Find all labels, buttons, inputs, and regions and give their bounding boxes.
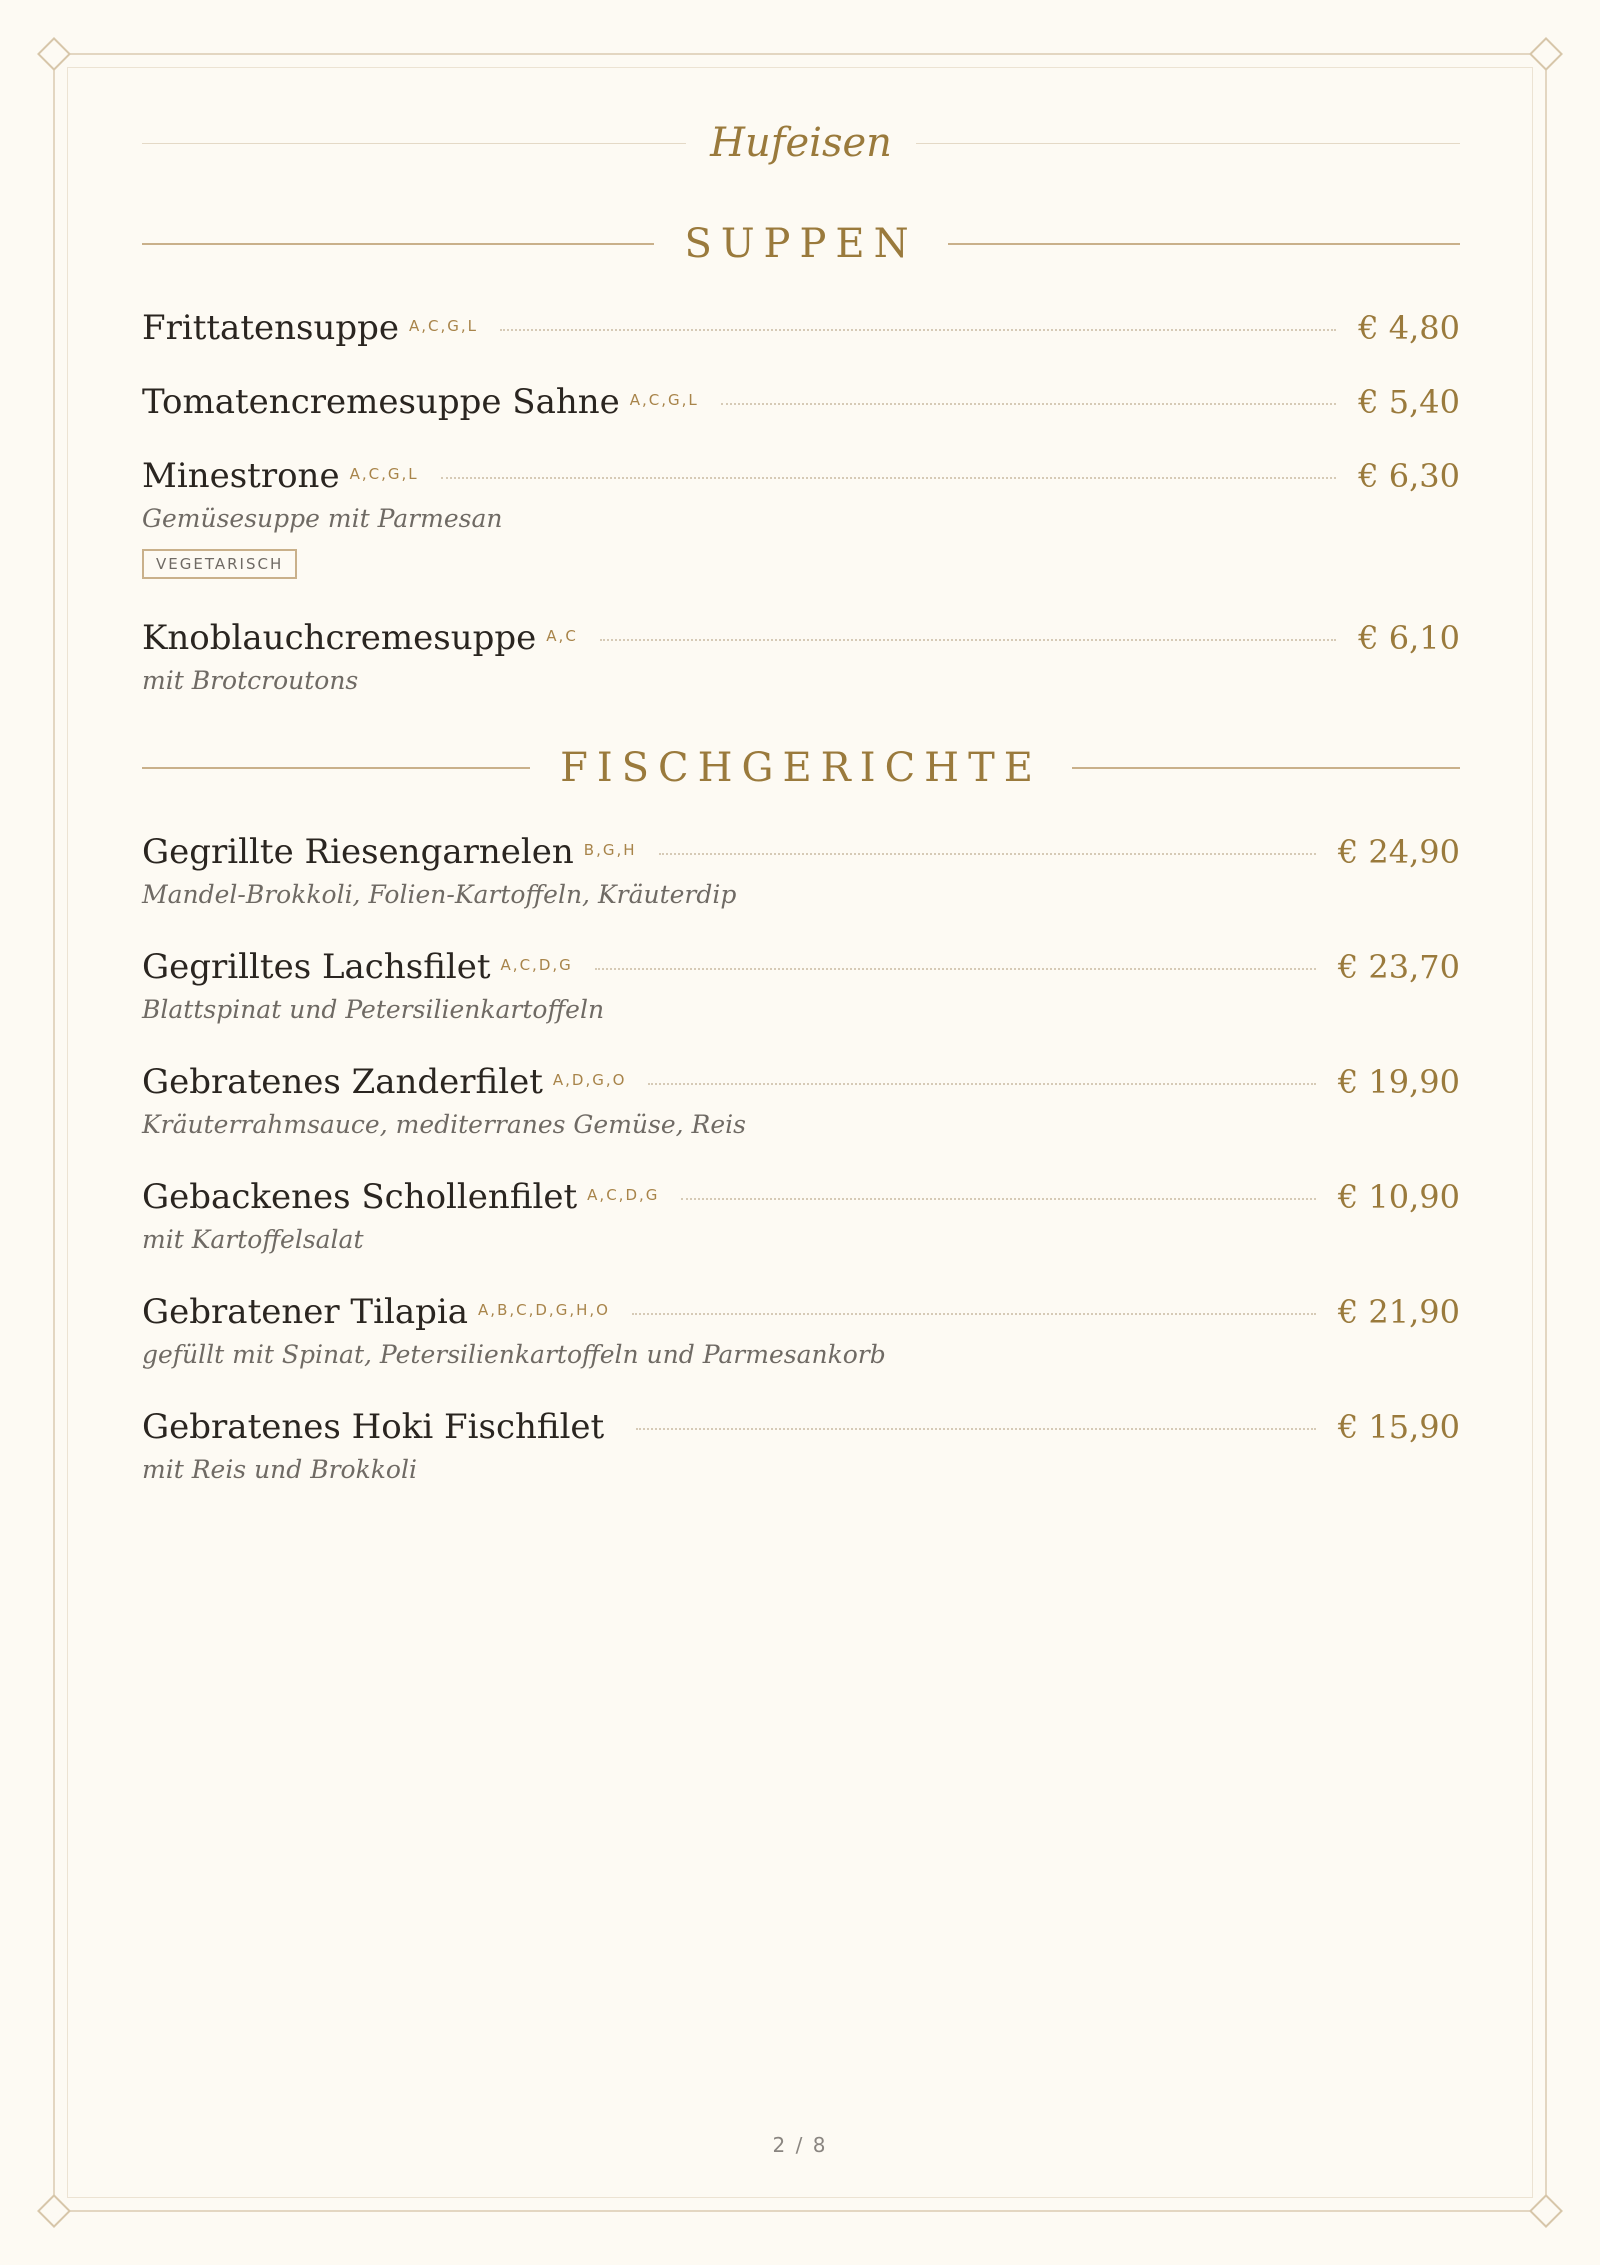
item-name: Knoblauchcremesuppe <box>142 618 537 658</box>
item-name: Gegrilltes Lachsfilet <box>142 947 491 987</box>
brand-divider-left <box>142 143 686 144</box>
item-price: € 4,80 <box>1358 309 1460 347</box>
dot-leader <box>441 477 1337 479</box>
item-description: Gemüsesuppe mit Parmesan <box>142 504 503 533</box>
allergen-codes: A,C,G,L <box>349 465 419 483</box>
brand-divider-right <box>916 143 1460 144</box>
section-divider-right <box>948 243 1460 245</box>
item-description: Mandel-Brokkoli, Folien-Kartoffeln, Kräuterdip <box>142 880 737 909</box>
vegetarian-badge: VEGETARISCH <box>142 549 297 579</box>
menu-item <box>142 828 1460 909</box>
dot-leader <box>595 968 1316 970</box>
item-description: mit Reis und Brokkoli <box>142 1455 417 1484</box>
item-price: € 10,90 <box>1337 1178 1460 1216</box>
item-price: € 19,90 <box>1337 1063 1460 1101</box>
item-description: mit Kartoffelsalat <box>142 1225 364 1254</box>
allergen-codes: A,C,D,G <box>500 956 573 974</box>
item-name: Gebratenes Zanderfilet <box>142 1062 543 1102</box>
item-name: Gegrillte Riesengarnelen <box>142 832 574 872</box>
item-name: Gebratenes Hoki Fischfilet <box>142 1407 605 1447</box>
allergen-codes: A,C <box>546 627 578 645</box>
menu-item <box>142 452 1460 579</box>
item-description: mit Brotcroutons <box>142 666 359 695</box>
allergen-codes: A,C,D,G <box>587 1186 660 1204</box>
dot-leader <box>632 1313 1316 1315</box>
section-divider-left <box>142 767 530 769</box>
menu-item <box>142 378 1460 426</box>
allergen-codes: A,B,C,D,G,H,O <box>478 1301 610 1319</box>
allergen-codes: A,D,G,O <box>552 1071 627 1089</box>
dot-leader <box>659 853 1316 855</box>
dot-leader <box>500 329 1336 331</box>
item-price: € 15,90 <box>1337 1408 1460 1446</box>
item-price: € 6,30 <box>1358 457 1460 495</box>
menu-item <box>142 1288 1460 1369</box>
allergen-codes: A,C,G,L <box>409 317 479 335</box>
section-divider-left <box>142 243 654 245</box>
item-name: Frittatensuppe <box>142 308 399 348</box>
restaurant-name: Hufeisen <box>710 120 892 166</box>
item-name: Minestrone <box>142 456 340 496</box>
section-header-fischgerichte <box>142 738 1460 798</box>
allergen-codes: A,C,G,L <box>629 391 699 409</box>
menu-item <box>142 943 1460 1024</box>
section-title: FISCHGERICHTE <box>560 745 1042 791</box>
section-divider-right <box>1072 767 1460 769</box>
item-description: Blattspinat und Petersilienkartoffeln <box>142 995 605 1024</box>
section-title: SUPPEN <box>684 221 918 267</box>
menu-item <box>142 304 1460 352</box>
dot-leader <box>721 403 1336 405</box>
item-name: Tomatencremesuppe Sahne <box>142 382 620 422</box>
item-price: € 21,90 <box>1337 1293 1460 1331</box>
item-price: € 5,40 <box>1358 383 1460 421</box>
page-indicator: 2 / 8 <box>772 2133 828 2157</box>
menu-item <box>142 1403 1460 1484</box>
dot-leader <box>600 639 1336 641</box>
menu-item <box>142 614 1460 695</box>
dot-leader <box>648 1083 1315 1085</box>
menu-item <box>142 1173 1460 1254</box>
item-price: € 24,90 <box>1337 833 1460 871</box>
menu-item <box>142 1058 1460 1139</box>
brand-header <box>142 110 1460 176</box>
dot-leader <box>681 1198 1315 1200</box>
item-price: € 23,70 <box>1337 948 1460 986</box>
item-name: Gebratener Tilapia <box>142 1292 469 1332</box>
item-name: Gebackenes Schollenfilet <box>142 1177 578 1217</box>
item-price: € 6,10 <box>1358 619 1460 657</box>
section-header-suppen <box>142 214 1460 274</box>
item-description: gefüllt mit Spinat, Petersilienkartoffeln und Parmesankorb <box>142 1340 886 1369</box>
item-description: Kräuterrahmsauce, mediterranes Gemüse, Reis <box>142 1110 746 1139</box>
dot-leader <box>636 1428 1316 1430</box>
allergen-codes: B,G,H <box>583 841 637 859</box>
